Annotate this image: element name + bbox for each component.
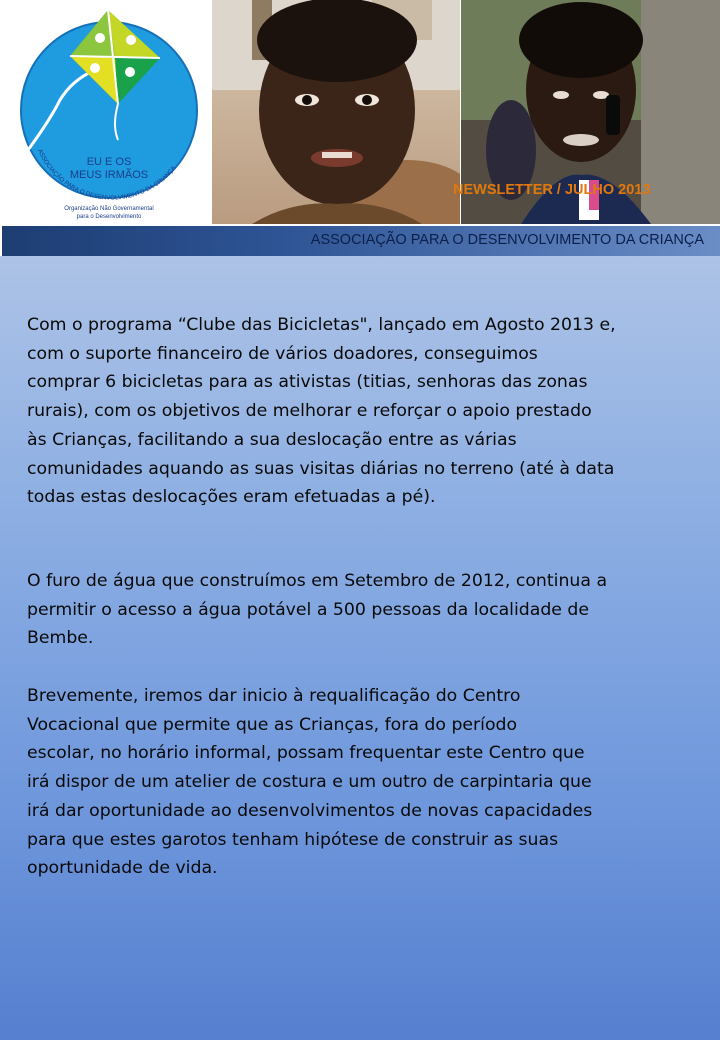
logo-arc-text: ASSOCIAÇÃO PARA O DESENVOLVIMENTO DA CRIANÇA [36, 147, 178, 202]
logo-subtitle-2: para o Desenvolvimento [76, 214, 142, 220]
newsletter-header [0, 0, 720, 226]
logo-subtitle-1: Organização Não Governamental [64, 206, 154, 212]
organization-logo [0, 0, 212, 226]
newsletter-content [0, 256, 720, 1040]
logo-line1: EU E OS [86, 156, 132, 168]
association-banner [2, 226, 720, 256]
logo-line2: MEUS IRMÃOS [69, 169, 149, 181]
paragraph-vocational-center: Brevemente, iremos dar inicio à requalificação do Centro Vocacional que permite que as Crianças, fora do período escolar, no horário informal, possam frequentar este Centro que irá dispor de um atelier de costura e um outro de carpintaria que irá dar oportunidade ao desenvolvimentos de novas capacidades para que estes garotos tenham hipótese de construir as suas oportunidade de vida. [27, 686, 593, 879]
paragraph-bicycles: Com o programa “Clube das Bicicletas", lançado em Agosto 2013 e, com o suporte financeiro de vários doadores, conseguimos comprar 6 bicicletas para as ativistas (titias, senhoras das zonas rurais), com os objetivos de melhorar e reforçar o apoio prestado às Crianças, facilitando a sua deslocação entre as várias comunidades aquando as suas visitas diárias no terreno (até à data todas estas deslocações eram efetuadas a pé). [27, 315, 616, 508]
banner-text: ASSOCIAÇÃO PARA O DESENVOLVIMENTO DA CRIANÇA [310, 232, 704, 248]
paragraph-water-well: O furo de água que construímos em Setembro de 2012, continua a permitir o acesso a água potável a 500 pessoas da localidade de Bembe. [27, 571, 608, 649]
kite-logo-icon [0, 0, 212, 226]
child-portrait-photo [212, 0, 460, 224]
newsletter-date: NEWSLETTER / JULHO 2013 [453, 182, 651, 198]
